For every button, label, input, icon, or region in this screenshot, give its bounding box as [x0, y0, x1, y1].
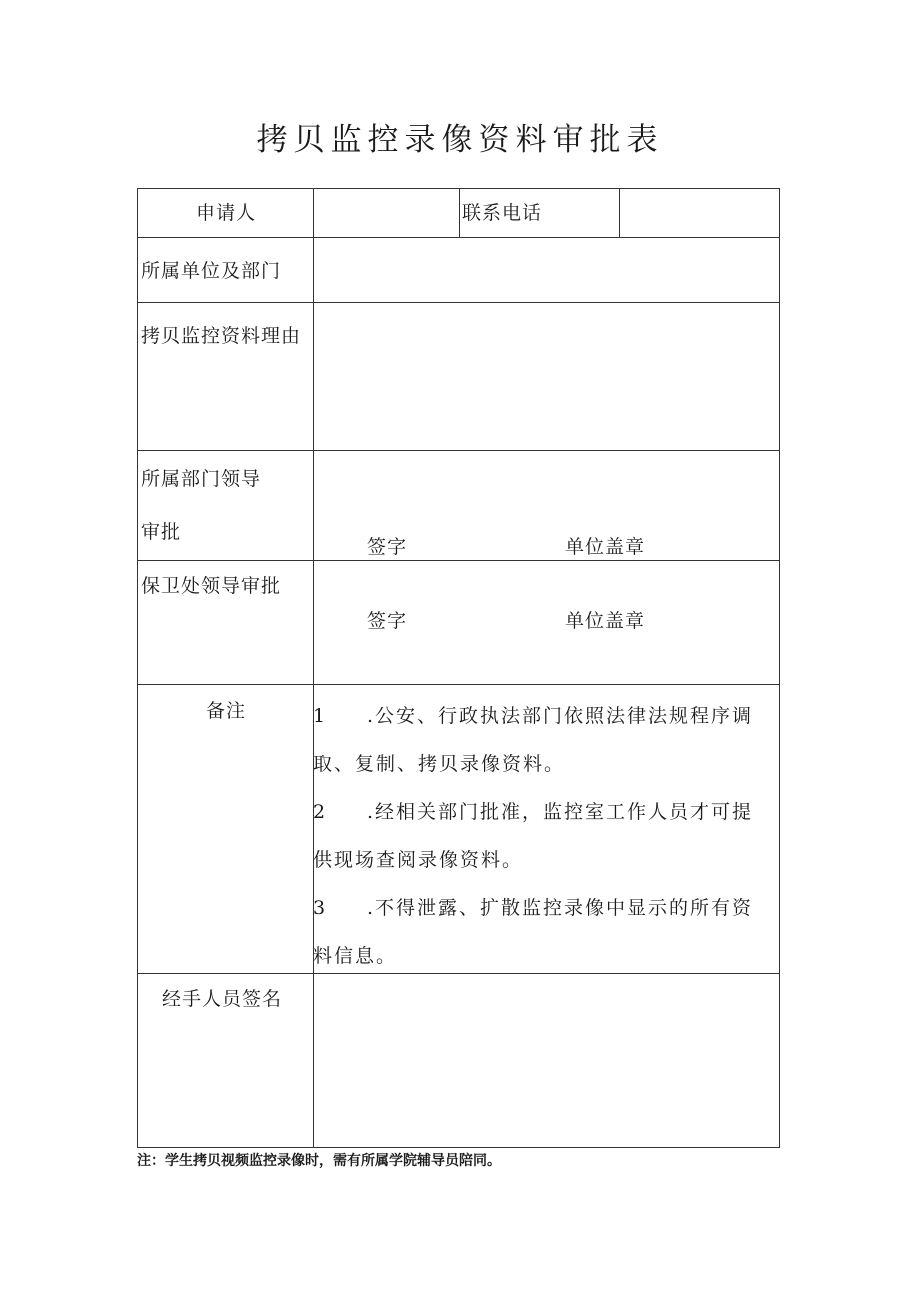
handler-signature-label: 经手人员签名 [162, 988, 283, 1010]
column-divider [619, 188, 620, 237]
security-leader-seal-label: 单位盖章 [565, 610, 646, 632]
dept-leader-label-line1: 所属部门领导 [141, 468, 262, 490]
row-divider [137, 237, 780, 238]
remark-item-1 [313, 692, 773, 740]
handler-signature-field[interactable] [320, 982, 770, 1132]
remark-number: 2 [313, 801, 326, 823]
remark-item-2 [313, 788, 773, 836]
form-title: 拷贝监控录像资料审批表 [256, 122, 664, 158]
row-divider [137, 684, 780, 685]
row-divider [137, 560, 780, 561]
table-border-right [779, 188, 780, 1147]
column-divider [313, 188, 314, 1147]
security-leader-sign-label: 签字 [367, 610, 408, 632]
phone-field[interactable] [626, 200, 771, 226]
remarks-label: 备注 [206, 700, 247, 722]
dept-leader-seal-label: 单位盖章 [565, 536, 646, 558]
reason-field[interactable] [320, 310, 770, 440]
remark-text: .不得泄露、扩散监控录像中显示的所有资 [367, 897, 754, 919]
phone-label: 联系电话 [462, 202, 543, 224]
remark-text: .公安、行政执法部门依照法律法规程序调 [367, 705, 754, 727]
footnote: 注：学生拷贝视频监控录像时，需有所属学院辅导员陪同。 [137, 1153, 501, 1169]
applicant-label: 申请人 [196, 202, 257, 224]
column-divider [459, 188, 460, 237]
remark-item-3-cont: 料信息。 [313, 945, 398, 967]
remark-item-3 [313, 884, 773, 932]
applicant-field[interactable] [320, 200, 450, 226]
table-border-left [137, 188, 138, 1147]
row-divider [137, 302, 780, 303]
remark-number: 1 [313, 705, 326, 727]
security-leader-label: 保卫处领导审批 [141, 575, 282, 597]
department-label: 所属单位及部门 [141, 260, 282, 282]
table-border-bottom [137, 1147, 780, 1148]
remark-number: 3 [313, 897, 326, 919]
dept-leader-sign-label: 签字 [367, 536, 408, 558]
remark-text: .经相关部门批准，监控室工作人员才可提 [367, 801, 754, 823]
remark-item-2-cont: 供现场查阅录像资料。 [313, 849, 524, 871]
remarks-list [313, 692, 773, 980]
dept-leader-label-line2: 审批 [141, 521, 182, 543]
reason-label: 拷贝监控资料理由 [141, 325, 302, 347]
department-field[interactable] [320, 258, 770, 284]
row-divider [137, 450, 780, 451]
remark-item-1-cont: 取、复制、拷贝录像资料。 [313, 753, 566, 775]
